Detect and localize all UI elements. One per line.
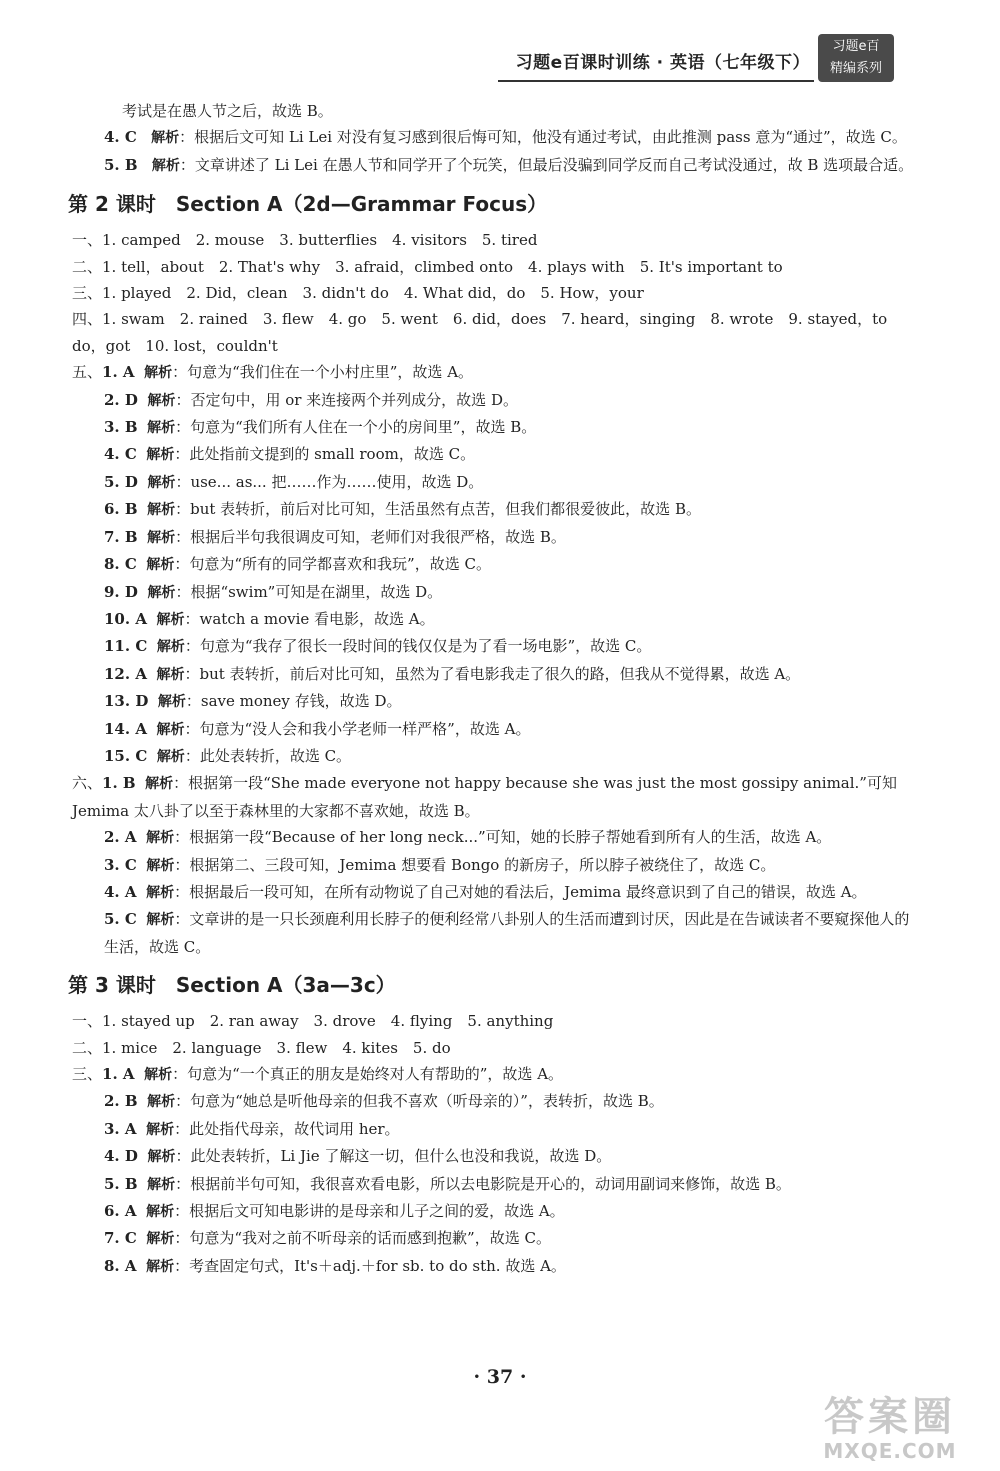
answer-row-continued: do，got 10. lost，couldn't [72, 336, 278, 355]
answer-item [72, 152, 922, 179]
watermark-text: 答案圈 [824, 1394, 956, 1440]
item-number: 8. A [104, 1256, 137, 1275]
analysis-text: ：句意为“她总是听他母亲的但我不喜欢（听母亲的）”，表转折，故选 B。 [175, 1092, 664, 1111]
badge-line-2: 精编系列 [829, 61, 882, 76]
item-number: 13. D [104, 692, 149, 711]
analysis-label: 解析 [157, 694, 186, 711]
item-number: 5. B [104, 1174, 138, 1193]
item-number: 4. D [104, 1147, 138, 1166]
answer-row: 二、1. mice 2. language 3. flew 4. kites 5. do [72, 1038, 451, 1057]
answer-item [72, 414, 922, 441]
section-title: 第 3 课时 Section A（3a—3c） [68, 973, 396, 998]
item-number: 4. C [104, 445, 137, 464]
analysis-label: 解析 [145, 776, 174, 793]
answer-item [72, 124, 922, 151]
badge-line-1: 习题e百 [832, 39, 880, 54]
analysis-label: 解析 [151, 157, 180, 174]
analysis-text: ：句意为“一个真正的朋友是始终对人有帮助的”，故选 A。 [172, 1065, 564, 1083]
answer-item [72, 524, 922, 551]
analysis-text: ：否定句中，用 or 来连接两个并列成分，故选 D。 [175, 390, 518, 409]
answer-item [72, 770, 922, 824]
analysis-text: ：根据后文可知 Li Lei 对没有复习感到很后悔可知，他没有通过考试，由此推测 pass 意为“通过”，故选 C。 [179, 128, 907, 147]
analysis-label: 解析 [147, 1149, 176, 1166]
watermark-logo [790, 1395, 990, 1465]
analysis-label: 解析 [147, 420, 176, 437]
analysis-text: ：句意为“我存了很长一段时间的钱仅仅是为了看一场电影”，故选 C。 [184, 637, 652, 656]
answer-item [72, 1143, 922, 1170]
analysis-text: ：考查固定句式，It's＋adj.＋for sb. to do sth. 故选 A。 [174, 1256, 566, 1275]
answer-item [72, 1088, 922, 1115]
analysis-text: ：but 表转折，前后对比可知，虽然为了看电影我走了很久的路，但我从不觉得累，故选 A。 [184, 664, 801, 683]
analysis-text: ：根据第一段“Because of her long neck...”可知，她的长脖子帮她看到所有人的生活，故选 A。 [174, 828, 832, 847]
answer-row: 二、1. tell，about 2. That's why 3. afraid，climbed onto 4. plays with 5. It's important to [72, 257, 783, 276]
analysis-label: 解析 [146, 912, 175, 929]
intro-line: 考试是在愚人节之后，故选 B。 [122, 102, 333, 120]
item-number: 4. C [104, 128, 137, 147]
analysis-label: 解析 [147, 474, 176, 491]
answer-content [68, 98, 922, 1280]
item-number: 9. D [104, 582, 138, 601]
analysis-label: 解析 [156, 639, 185, 656]
answer-item [72, 1061, 922, 1088]
item-number: 8. C [104, 555, 137, 574]
answer-item [72, 716, 922, 743]
analysis-text: ：but 表转折，前后对比可知，生活虽然有点苦，但我们都很爱彼此，故选 B。 [175, 500, 701, 519]
page-number: · 37 · [473, 1366, 527, 1388]
analysis-text: ：use... as... 把……作为……使用，故选 D。 [175, 472, 484, 491]
page-header [0, 34, 1000, 82]
answer-item [72, 1116, 922, 1143]
item-number: 3. A [104, 1119, 137, 1138]
analysis-text: ：根据“swim”可知是在湖里，故选 D。 [175, 582, 443, 601]
analysis-text: ：文章讲的是一只长颈鹿利用长脖子的便利经常八卦别人的生活而遭到讨厌，因此是在告诫读者不要窥探他人的生活，故选 C。 [104, 910, 910, 956]
analysis-text: ：文章讲述了 Li Lei 在愚人节和同学开了个玩笑，但最后没骗到同学反而自己考试没通过，故 B 选项最合适。 [179, 155, 914, 174]
answer-item [72, 852, 922, 879]
answer-item [72, 688, 922, 715]
item-number: 5. C [104, 910, 137, 929]
answer-item [72, 906, 922, 960]
item-number: 11. C [104, 637, 148, 656]
analysis-text: ：句意为“我们住在一个小村庄里”，故选 A。 [172, 363, 474, 382]
part-prefix: 五、 [72, 363, 103, 382]
answer-item [72, 1198, 922, 1225]
answer-item [72, 387, 922, 414]
analysis-text: ：此处指代母亲，故代词用 her。 [174, 1119, 400, 1138]
analysis-text: ：句意为“我对之前不听母亲的话而感到抱歉”，故选 C。 [174, 1229, 551, 1248]
analysis-label: 解析 [156, 611, 185, 628]
section-title: 第 2 课时 Section A（2d—Grammar Focus） [68, 192, 548, 217]
analysis-label: 解析 [147, 1176, 176, 1193]
answer-item [72, 551, 922, 578]
series-badge [818, 34, 894, 82]
analysis-text: ：根据最后一段可知，在所有动物说了自己对她的看法后，Jemima 最终意识到了自己的错误，故选 A。 [174, 882, 867, 901]
item-number: 1. B [102, 774, 136, 793]
answer-item [72, 824, 922, 851]
analysis-label: 解析 [147, 1094, 176, 1111]
analysis-text: ：根据第二、三段可知，Jemima 想要看 Bongo 的新房子，所以脖子被绕住了，故选 C。 [174, 855, 776, 874]
answer-item [72, 359, 922, 386]
analysis-label: 解析 [147, 529, 176, 546]
analysis-label: 解析 [146, 1121, 175, 1138]
analysis-label: 解析 [146, 830, 175, 847]
item-number: 12. A [104, 664, 147, 683]
analysis-text: ：根据前半句可知，我很喜欢看电影，所以去电影院是开心的，动词用副词来修饰，故选 B。 [175, 1174, 791, 1193]
book-title: 习题e百课时训练 · 英语（七年级下） [515, 53, 810, 73]
analysis-label: 解析 [147, 502, 176, 519]
analysis-label: 解析 [146, 1204, 175, 1221]
item-number: 6. B [104, 500, 138, 519]
analysis-label: 解析 [146, 1258, 175, 1275]
item-number: 5. D [104, 472, 138, 491]
item-number: 15. C [104, 746, 148, 765]
item-number: 14. A [104, 719, 147, 738]
item-number: 1. A [102, 1065, 135, 1083]
answer-item [72, 579, 922, 606]
item-number: 7. C [104, 1229, 137, 1248]
item-number: 1. A [102, 363, 135, 382]
answer-row: 三、1. played 2. Did，clean 3. didn't do 4. What did，do 5. How，your [72, 284, 644, 303]
analysis-text: ：此处表转折，Li Jie 了解这一切，但什么也没和我说，故选 D。 [175, 1147, 612, 1166]
answer-item [72, 469, 922, 496]
analysis-label: 解析 [146, 1231, 175, 1248]
item-number: 3. C [104, 855, 137, 874]
answer-item [72, 496, 922, 523]
part-prefix: 六、 [72, 774, 103, 793]
analysis-text: ：根据后半句我很调皮可知，老师们对我很严格，故选 B。 [175, 527, 566, 546]
analysis-label: 解析 [147, 392, 176, 409]
analysis-text: ：此处指前文提到的 small room，故选 C。 [174, 445, 476, 464]
item-number: 2. D [104, 390, 138, 409]
analysis-text: ：根据第一段“She made everyone not happy because she was just the most gossipy animal.”可知 Jemima 太八卦了以至于森林里的大家都不喜欢她，故选 B。 [72, 774, 897, 820]
analysis-label: 解析 [156, 721, 185, 738]
analysis-label: 解析 [144, 365, 173, 382]
analysis-label: 解析 [156, 748, 185, 765]
analysis-text: ：根据后文可知电影讲的是母亲和儿子之间的爱，故选 A。 [174, 1202, 565, 1221]
analysis-text: ：此处表转折，故选 C。 [184, 746, 352, 765]
item-number: 5. B [104, 155, 138, 174]
answer-item [72, 633, 922, 660]
answer-row: 一、1. camped 2. mouse 3. butterflies 4. visitors 5. tired [72, 231, 538, 250]
answer-item [72, 606, 922, 633]
header-rule [498, 80, 814, 82]
analysis-text: ：句意为“没人会和我小学老师一样严格”，故选 A。 [184, 719, 531, 738]
item-number: 2. B [104, 1092, 138, 1111]
analysis-text: ：句意为“我们所有人住在一个小的房间里”，故选 B。 [175, 418, 537, 437]
analysis-label: 解析 [156, 666, 185, 683]
item-number: 3. B [104, 418, 138, 437]
analysis-text: ：watch a movie 看电影，故选 A。 [184, 609, 435, 628]
analysis-text: ：save money 存钱，故选 D。 [185, 692, 402, 711]
item-number: 4. A [104, 882, 137, 901]
answer-item [72, 879, 922, 906]
analysis-label: 解析 [151, 130, 180, 147]
analysis-text: ：句意为“所有的同学都喜欢和我玩”，故选 C。 [174, 555, 491, 574]
watermark-url: MXQE.COM [823, 1439, 957, 1463]
answer-item [72, 1171, 922, 1198]
answer-row: 一、1. stayed up 2. ran away 3. drove 4. flying 5. anything [72, 1012, 554, 1031]
analysis-label: 解析 [147, 584, 176, 601]
analysis-label: 解析 [146, 884, 175, 901]
answer-item [72, 743, 922, 770]
item-number: 2. A [104, 828, 137, 847]
answer-item [72, 441, 922, 468]
analysis-label: 解析 [146, 557, 175, 574]
answer-row: 四、1. swam 2. rained 3. flew 4. go 5. went 6. did，does 7. heard，singing 8. wrote 9. stayed，to [72, 310, 888, 329]
answer-item [72, 1253, 922, 1280]
analysis-label: 解析 [146, 447, 175, 464]
item-number: 6. A [104, 1202, 137, 1221]
analysis-label: 解析 [146, 857, 175, 874]
analysis-label: 解析 [144, 1067, 173, 1083]
item-number: 7. B [104, 527, 138, 546]
answer-item [72, 1225, 922, 1252]
part-prefix: 三、 [72, 1065, 103, 1083]
item-number: 10. A [104, 609, 147, 628]
answer-item [72, 661, 922, 688]
